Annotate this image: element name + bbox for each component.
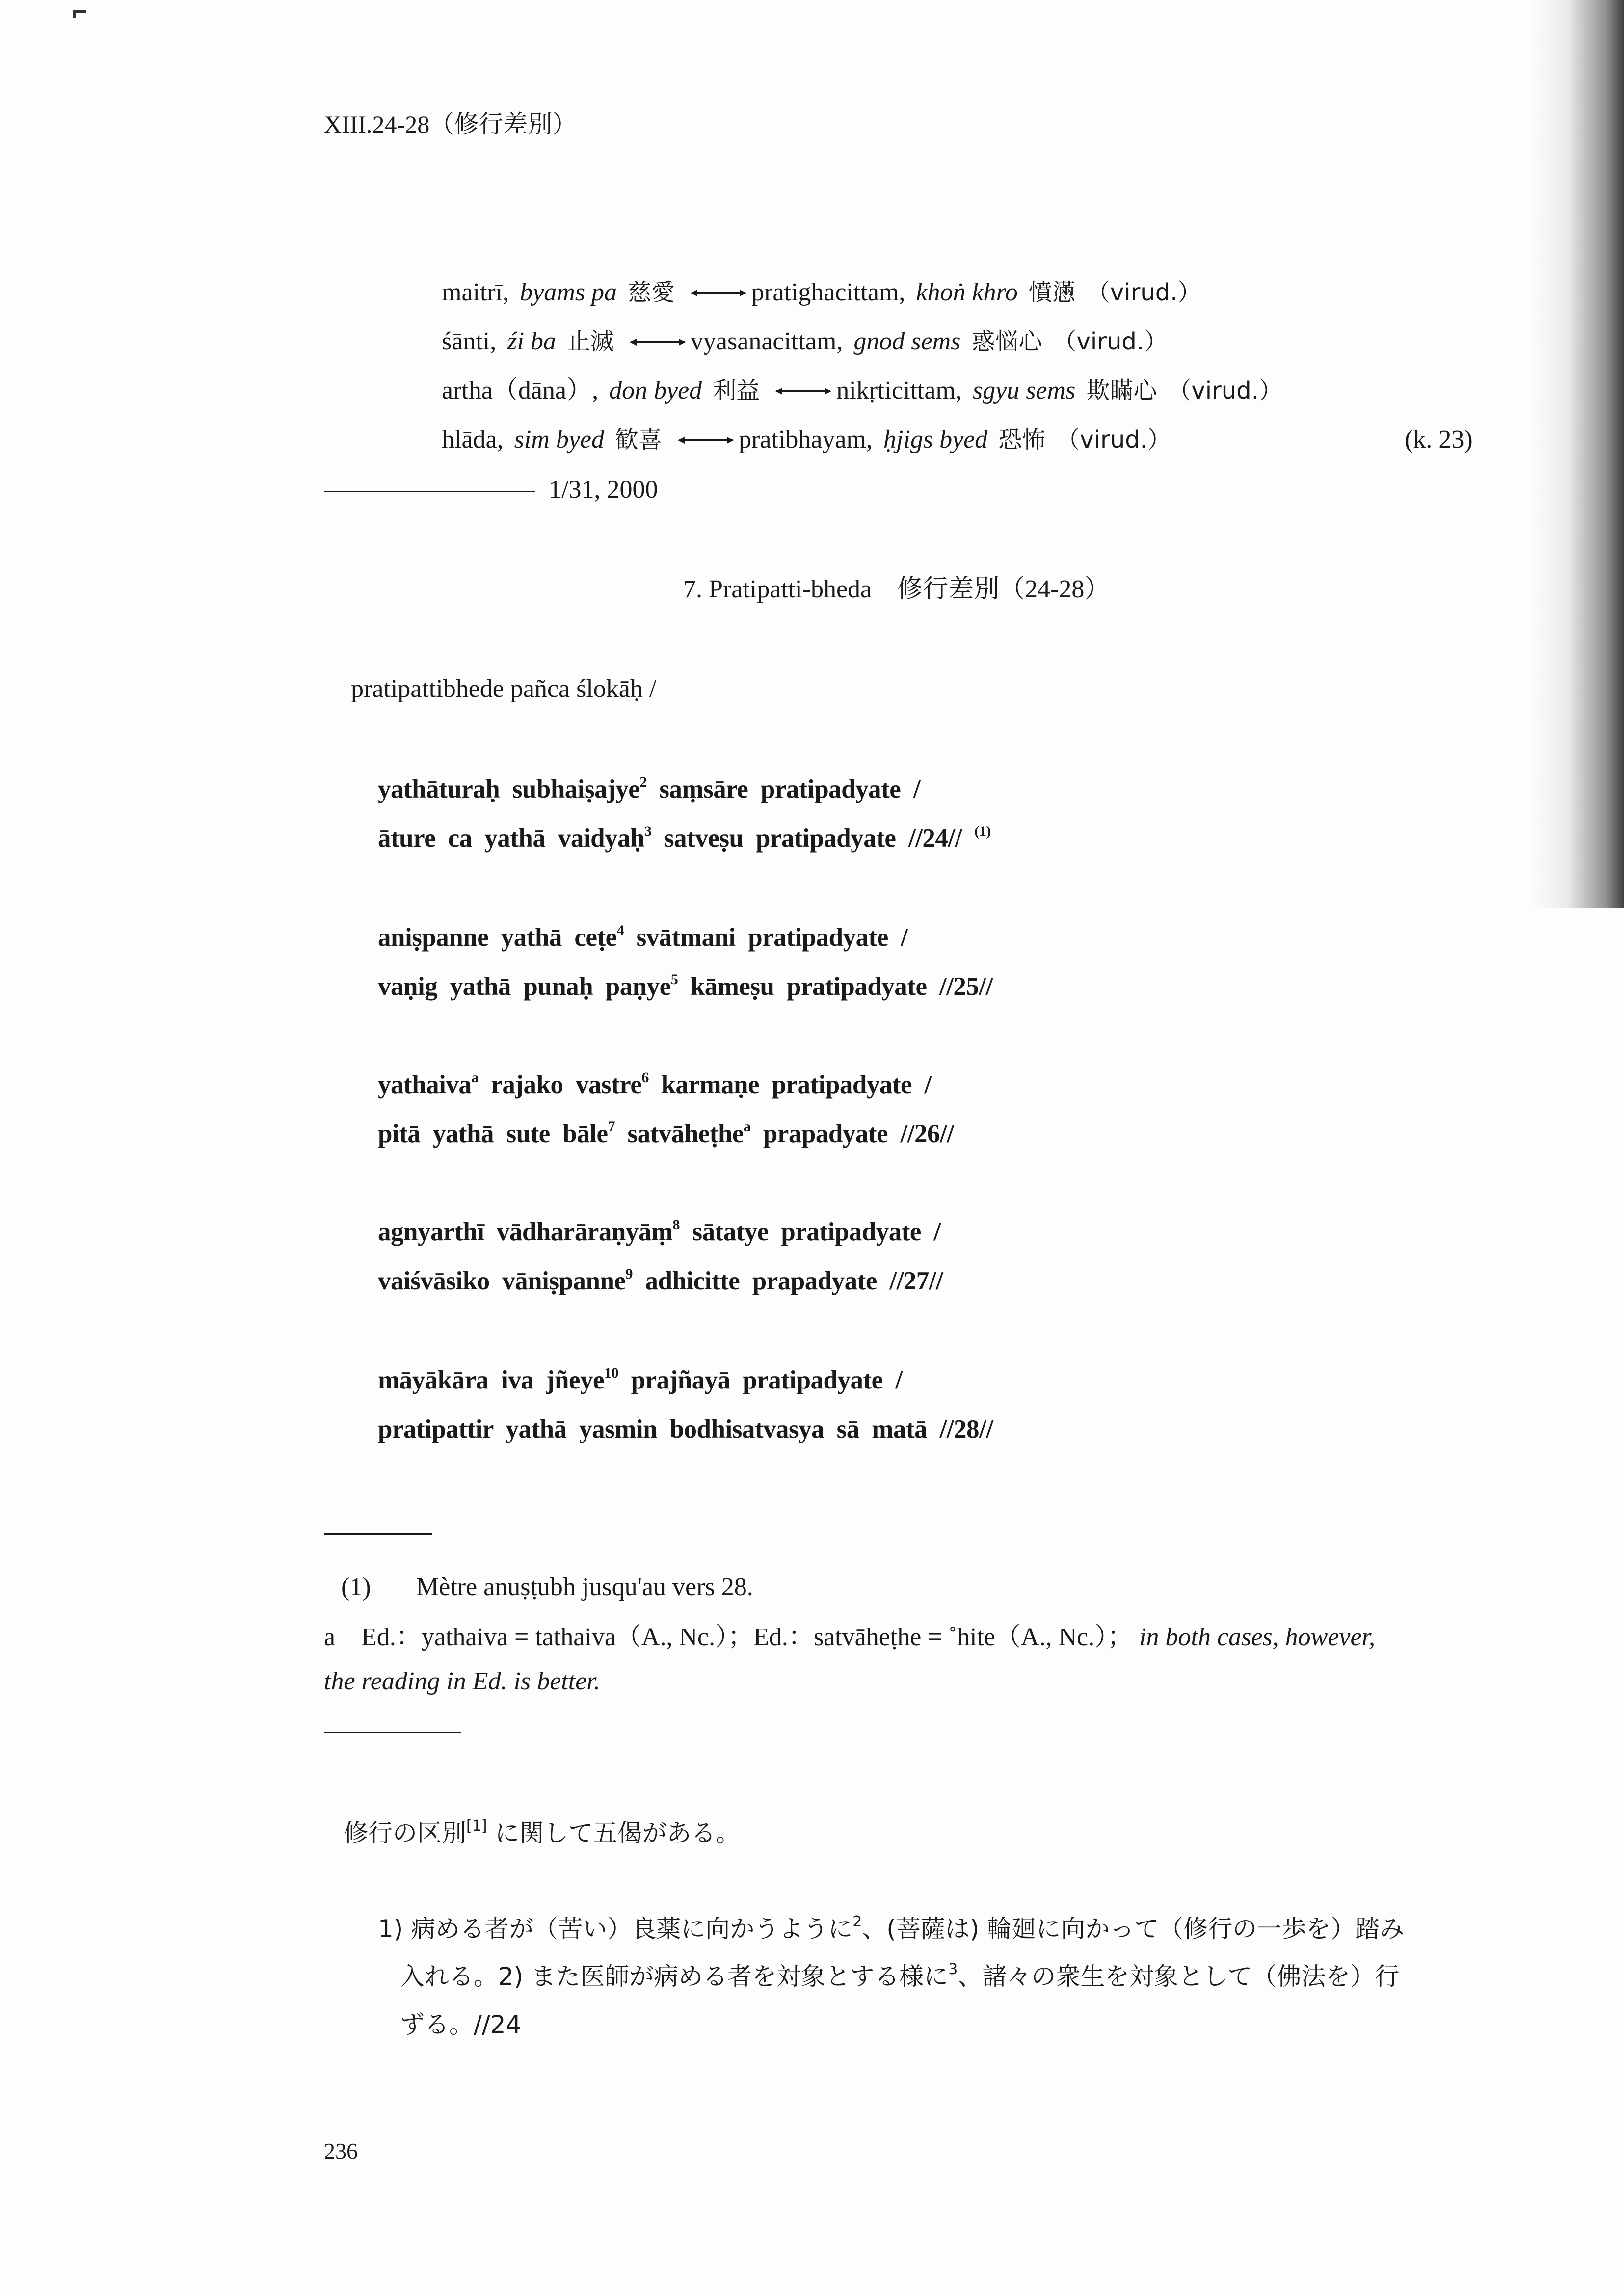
verse-text: saṃsāre pratipadyate / (646, 775, 921, 803)
translation-line-2 (400, 1961, 1400, 1991)
verse-line (378, 1217, 941, 1247)
equation-tibetan: don byed (609, 376, 702, 404)
equation-line (442, 280, 1212, 305)
verse-text: satvāheṭhe (614, 1120, 744, 1148)
equation-tibetan: sim byed (514, 426, 605, 454)
footnote-a-italic-cont: the reading in Ed. is better. (324, 1667, 600, 1695)
equation-japanese-opposite: 欺瞞心 (1086, 377, 1157, 404)
scan-corner-mark (73, 10, 86, 18)
verse-text: yathāturaḥ subhaiṣajye (378, 775, 640, 803)
equation-line (442, 427, 1182, 453)
translation-l1a: 1) 病める者が（苦い）良薬に向かうように (378, 1915, 853, 1943)
translation-l2a: 入れる。2) また医師が病める者を対象とする様に (400, 1962, 949, 1991)
equation-tibetan-opposite: gnod sems (853, 327, 961, 355)
equation-line (442, 378, 1293, 403)
verse-note-marker: a (471, 1069, 479, 1086)
translation-sup-3: 3 (948, 1961, 958, 1978)
verse-text: prapadyate //26// (750, 1120, 954, 1148)
translation-line-1 (378, 1913, 1405, 1943)
translation-l1b: 、(菩薩は) 輪廻に向かって（修行の一歩を）踏み (862, 1915, 1405, 1943)
verse-text: satveṣu pratipadyate //24// (651, 824, 975, 853)
equation-sanskrit-opposite: pratibhayam, (739, 426, 873, 454)
verse-line (378, 1415, 993, 1444)
equation-tibetan-opposite: ḥjigs byed (883, 426, 988, 454)
verse-note-marker: a (743, 1119, 751, 1135)
verse-text: karmaṇe pratipadyate / (648, 1070, 932, 1099)
verse-line (378, 1365, 902, 1395)
verse-line (378, 1070, 932, 1099)
verse-text: prajñayā pratipadyate / (618, 1366, 903, 1394)
equation-japanese: 慈愛 (628, 279, 675, 306)
verse-text: vaiśvāsiko vāniṣpanne (378, 1267, 626, 1295)
equation-tibetan: byams pa (520, 278, 617, 306)
equation-japanese-opposite: 惑悩心 (971, 328, 1042, 355)
equation-sanskrit: śānti, (442, 327, 497, 355)
verse-note-marker: (1) (974, 823, 991, 839)
equation-sanskrit-opposite: nikṛticittam, (836, 376, 962, 404)
verse-note-marker: 4 (616, 922, 624, 938)
verse-line (378, 1119, 954, 1148)
verse-text: adhicitte prapadyate //27// (632, 1267, 943, 1295)
scan-edge-shadow (1531, 0, 1624, 908)
page-number: 236 (324, 2138, 358, 2163)
verse-note-marker: 7 (608, 1119, 615, 1135)
verse-text: rajako vastre (478, 1070, 642, 1099)
verse-note-marker: 5 (670, 971, 678, 988)
footnote-1-text: Mètre anuṣṭubh jusqu'au vers 28. (416, 1573, 753, 1601)
translation-line-3: ずる。//24 (400, 2010, 522, 2039)
date-stamp: 1/31, 2000 (549, 476, 658, 504)
verse-text: pratipattir yathā yasmin bodhisatvasya sā matā //28// (378, 1415, 993, 1443)
double-arrow-icon (631, 341, 685, 343)
equation-tibetan: źi ba (507, 327, 556, 355)
verse-text: sātatye pratipadyate / (679, 1218, 941, 1246)
equation-tag: （virud.） (1086, 279, 1201, 306)
footnote-a-italic: in both cases, however, (1139, 1623, 1376, 1651)
verse-line (378, 923, 908, 952)
verse-text: māyākāra iva jñeye (378, 1366, 605, 1394)
translation-intro (344, 1817, 741, 1847)
verse-text: aniṣpanne yathā ceṭe (378, 923, 617, 952)
footnote-rule (324, 1533, 432, 1535)
equation-japanese-opposite: 憤懣 (1028, 279, 1076, 306)
translation-intro-b: に関して五偈がある。 (487, 1819, 741, 1847)
footnote-a-label: a (324, 1623, 336, 1651)
footnote-end-rule (324, 1732, 461, 1733)
verse-note-marker: 9 (625, 1266, 633, 1282)
equation-sanskrit: hlāda, (442, 426, 504, 454)
equation-japanese: 歓喜 (615, 426, 663, 454)
intro-line: pratipattibhede pañca ślokāḥ / (351, 675, 657, 703)
translation-intro-a: 修行の区別 (344, 1819, 466, 1847)
running-header: XIII.24-28（修行差別） (324, 110, 577, 138)
verse-line (378, 774, 920, 804)
section-title: 7. Pratipatti-bheda 修行差別（24-28） (683, 575, 1110, 603)
equation-sanskrit: artha（dāna）, (442, 376, 599, 404)
equation-japanese: 止滅 (566, 328, 614, 355)
double-arrow-icon (679, 439, 733, 441)
verse-note-marker: 8 (672, 1217, 680, 1233)
equation-tibetan-opposite: sgyu sems (972, 376, 1076, 404)
equation-tibetan-opposite: khoṅ khro (916, 278, 1018, 306)
verse-note-marker: 3 (644, 823, 652, 839)
verse-text: vaṇig yathā punaḥ paṇye (378, 972, 671, 1001)
equation-tag: （virud.） (1053, 328, 1168, 355)
equation-tag: （virud.） (1168, 377, 1282, 404)
footnote-a (324, 1625, 1375, 1650)
verse-text: pitā yathā sute bāle (378, 1120, 608, 1148)
verse-line (378, 1266, 943, 1296)
verse-text: kāmeṣu pratipadyate //25// (678, 972, 993, 1001)
verse-note-marker: 2 (639, 774, 647, 790)
translation-intro-sup: [1] (466, 1817, 487, 1835)
date-rule (324, 491, 535, 492)
verse-note-marker: 6 (641, 1069, 649, 1086)
verse-text: agnyarthī vādharāraṇyāṃ (378, 1218, 673, 1246)
equation-japanese: 利益 (713, 377, 760, 404)
verse-line (378, 972, 993, 1001)
equation-japanese-opposite: 恐怖 (998, 426, 1046, 454)
equation-line (442, 329, 1178, 354)
verse-text: svātmani pratipadyate / (624, 923, 908, 952)
equation-sanskrit-opposite: pratighacittam, (751, 278, 905, 306)
footnote-1-label: (1) (341, 1573, 371, 1601)
equation-sanskrit: maitrī, (442, 278, 509, 306)
double-arrow-icon (692, 292, 745, 294)
verse-text: āture ca yathā vaidyaḥ (378, 824, 645, 853)
equation-sanskrit-opposite: vyasanacittam, (690, 327, 843, 355)
footnote-a-text: Ed.：yathaiva = tathaiva（A., Nc.）；Ed.：satvāheṭhe = ˚hite（A., Nc.）； (361, 1623, 1133, 1651)
verse-line (378, 824, 991, 853)
karika-reference: (k. 23) (1405, 426, 1473, 454)
verse-note-marker: 10 (604, 1365, 619, 1381)
verse-text: yathaiva (378, 1070, 472, 1099)
translation-l2b: 、諸々の衆生を対象として（佛法を）行 (958, 1962, 1400, 1991)
translation-sup-2: 2 (852, 1913, 862, 1930)
equation-tag: （virud.） (1056, 426, 1171, 454)
double-arrow-icon (776, 390, 830, 392)
